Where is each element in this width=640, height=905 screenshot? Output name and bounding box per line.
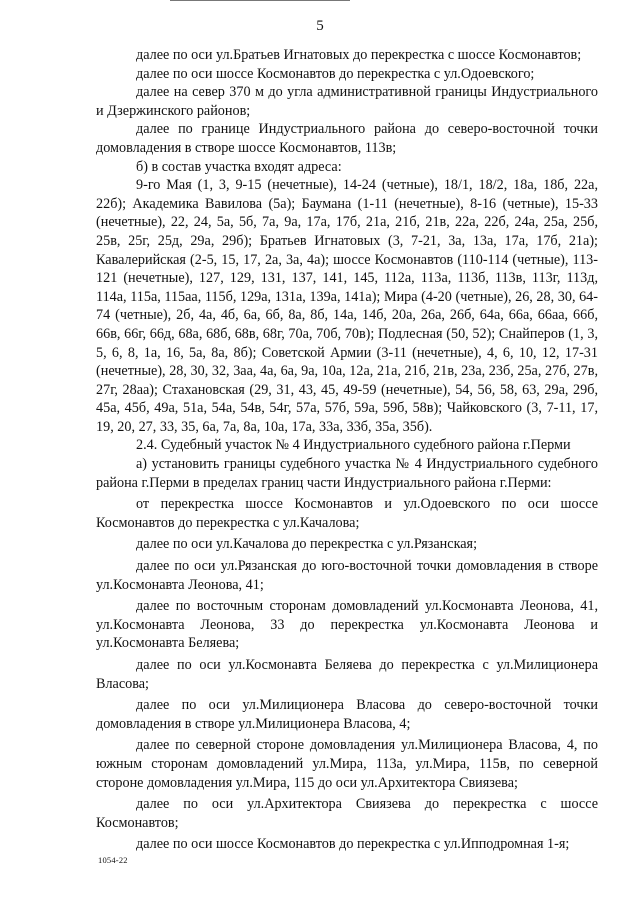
paragraph: далее на север 370 м до угла административной границы Индустриального и Дзержинского районов; — [96, 84, 598, 119]
paragraph: от перекрестка шоссе Космонавтов и ул.Одоевского по оси шоссе Космонавтов до перекрестка с ул.Качалова; — [96, 496, 598, 531]
paragraph: далее по северной стороне домовладения ул.Милиционера Власова, 4, по южным сторонам домовладений ул.Мира, 113а, ул.Мира, 115в, по северной стороне домовладения ул.Мира, 115 до оси ул.Архитектора Свиязева; — [96, 737, 598, 791]
top-border-line — [170, 0, 350, 1]
document-body — [96, 46, 598, 854]
paragraph: а) установить границы судебного участка № 4 Индустриального судебного района г.Перми в пределах границ части Индустриального района г.Перми: — [96, 456, 598, 491]
paragraph: далее по оси ул.Рязанская до юго-восточной точки домовладения в створе ул.Космонавта Леонова, 41; — [96, 558, 598, 593]
paragraph: далее по оси ул.Архитектора Свиязева до перекрестка с шоссе Космонавтов; — [96, 796, 598, 831]
paragraph: далее по оси шоссе Космонавтов до перекрестка с ул.Ипподромная 1-я; — [136, 836, 570, 853]
paragraph: далее по оси ул.Космонавта Беляева до перекрестка с ул.Милиционера Власова; — [96, 657, 598, 692]
page-number: 5 — [316, 18, 324, 34]
paragraph: далее по оси шоссе Космонавтов до перекрестка с ул.Одоевского; — [136, 65, 535, 82]
paragraph: далее по оси ул.Качалова до перекрестка с ул.Рязанская; — [136, 536, 478, 553]
paragraph: далее по оси ул.Братьев Игнатовых до перекрестка с шоссе Космонавтов; — [136, 47, 582, 63]
paragraph-address-list: 9-го Мая (1, 3, 9-15 (нечетные), 14-24 (четные), 18/1, 18/2, 18а, 18б, 22а, 22б); Академика Вавилова (5а); Баумана (1-11 (нечетные), 8-16 (четные), 15-33 (нечетные), 22, 24, 5а, 5б, 7а, 9а, 17а, 17б, 21а, 21б, 21в, 22а, 22б, 24а, 25а, 25б, 25в, 25г, 25д, 29а, 29б); Братьев Игнатовых (3, 7-21, 3а, 13а, 17а, 17б, 21а); Кавалерийская (2-5, 15, 17, 2а, 3а, 4а); шоссе Космонавтов (110-114 (четные), 113-121 (нечетные), 127, 129, 131, 137, 141, 145, 112а, 113а, 113б, 113в, 113г, 113д, 114а, 115а, 115аа, 115б, 129а, 131а, 139а, 141а); Мира (4-20 (четные), 26, 28, 30, 64-74 (четные), 2б, 4а, 4б, 6а, 6б, 8а, 8б, 14а, 14б, 20а, 26а, 26б, 64а, 66а, 66аа, 66б, 66в, 66г, 66д, 68а, 68б, 68в, 68г, 70а, 70б, 70в); Подлесная (50, 52); Снайперов (1, 3, 5, 6, 8, 1а, 16, 5а, 8а, 8б); Советской Армии (3-11 (нечетные), 4, 6, 10, 12, 17-31 (нечетные), 28, 30, 32, 3аа, 4а, 6а, 9а, 10а, 12а, 21а, 21б, 21в, 23а, 23б, 25а, 27б, 27в, 27г, 28аа); Стахановская (29, 31, 43, 45, 49-59 (нечетные), 54, 56, 58, 63, 29а, 29б, 45а, 45б, 49а, 51а, 54а, 54в, 54г, 57а, 57б, 59а, 59б, 58в); Чайковского (3, 7-11, 17, 19, 20, 27, 33, 35, 6а, 7а, 8а, 10а, 17а, 33а, 33б, 35а, 35б). — [96, 177, 598, 435]
document-code: 1054-22 — [98, 855, 128, 865]
paragraph: далее по оси ул.Милиционера Власова до северо-восточной точки домовладения в створе ул.Милиционера Власова, 4; — [96, 697, 598, 732]
paragraph: б) в состав участка входят адреса: — [136, 158, 342, 175]
paragraph: далее по границе Индустриального района до северо-восточной точки домовладения в створе шоссе Космонавтов, 113в; — [96, 121, 598, 156]
section-heading: 2.4. Судебный участок № 4 Индустриального судебного района г.Перми — [136, 437, 571, 454]
paragraph: далее по восточным сторонам домовладений ул.Космонавта Леонова, 41, ул.Космонавта Леонова, 33 до перекрестка ул.Космонавта Леонова и ул.Космонавта Беляева; — [96, 598, 598, 652]
